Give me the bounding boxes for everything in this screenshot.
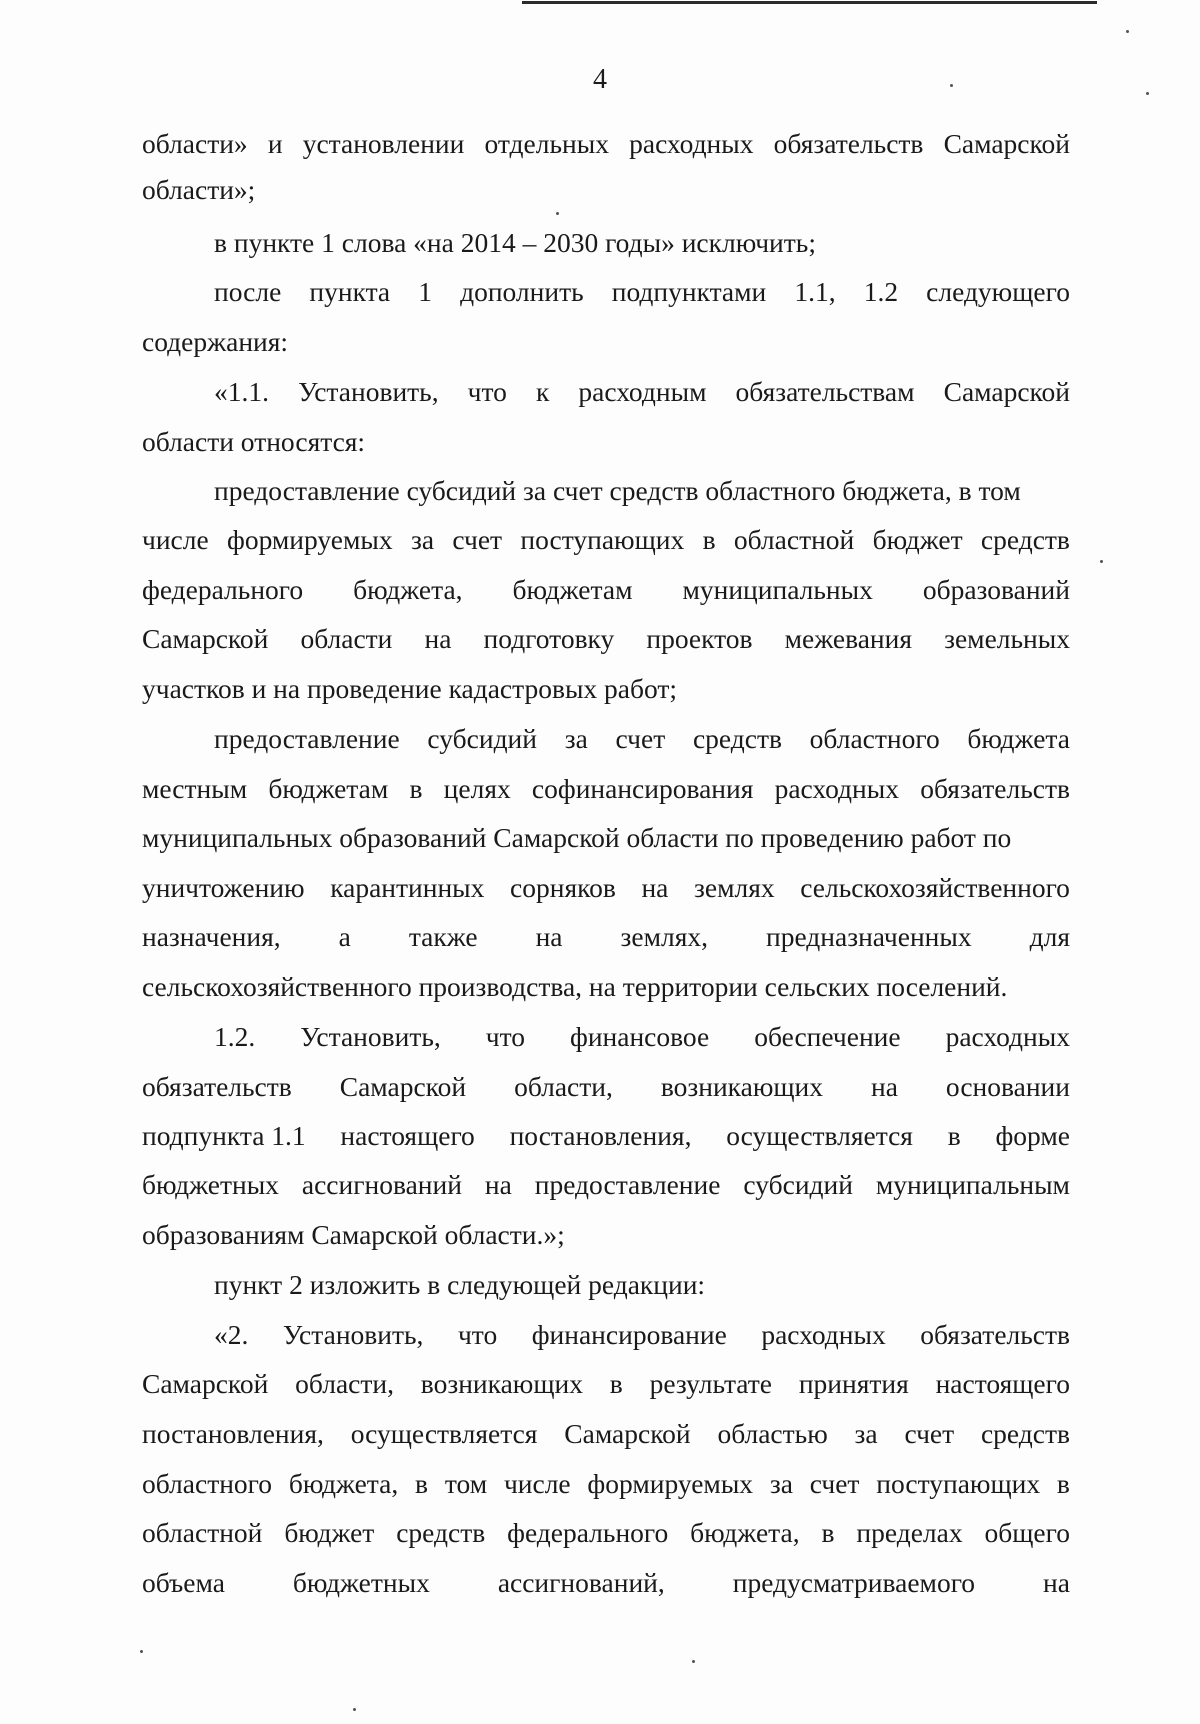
word: подпункта 1.1: [142, 1120, 306, 1151]
word: счет: [452, 524, 503, 555]
word: настоящего: [935, 1368, 1070, 1399]
word: обязательств: [773, 128, 924, 159]
text-line-l02: области»;: [142, 174, 256, 205]
word: числе: [142, 524, 209, 555]
text-line-l25: [214, 1318, 1070, 1352]
word: числе: [503, 1468, 571, 1499]
word: и: [267, 128, 283, 159]
word: поступающих: [876, 1468, 1041, 1499]
scan-speck: [1100, 560, 1103, 563]
word: средств: [980, 1418, 1070, 1449]
word: области,: [295, 1368, 394, 1399]
word: 1.1,: [794, 276, 836, 307]
text-line-l17: [142, 920, 1070, 954]
word: форме: [995, 1120, 1070, 1151]
word: субсидий: [427, 723, 537, 754]
word: бюджет: [284, 1517, 375, 1548]
word: бюджета: [967, 723, 1070, 754]
word: в: [821, 1517, 835, 1548]
text-line-l07: области относятся:: [142, 426, 366, 457]
word: следующего: [926, 276, 1070, 307]
word: расходных: [629, 128, 754, 159]
word: бюджетам: [512, 574, 633, 605]
word: осуществляется: [350, 1418, 538, 1449]
word: за: [564, 723, 588, 754]
word: настоящего: [340, 1120, 475, 1151]
word: бюджета,: [690, 1517, 800, 1548]
word: пределах: [856, 1517, 963, 1548]
scan-speck: [353, 1708, 356, 1711]
text-line-l12: участков и на проведение кадастровых работ;: [142, 673, 678, 704]
word: а: [338, 921, 351, 952]
word: в: [409, 773, 423, 804]
word: Самарской: [142, 623, 269, 654]
word: пункта: [309, 276, 391, 307]
scan-speck: [692, 1660, 695, 1663]
word: финансирование: [531, 1319, 727, 1350]
word: назначения,: [142, 921, 281, 952]
word: средств: [396, 1517, 486, 1548]
word: 1.2.: [214, 1021, 256, 1052]
text-line-l16: [142, 871, 1070, 905]
word: Установить,: [298, 376, 439, 407]
word: Самарской: [339, 1071, 467, 1102]
text-line-l15: муниципальных образований Самарской области по проведению работ по: [142, 822, 1012, 853]
word: субсидий: [743, 1169, 853, 1200]
word: отдельных: [484, 128, 609, 159]
text-line-l14: [142, 772, 1070, 806]
scan-speck: [1146, 92, 1149, 95]
text-line-l01: [142, 127, 1070, 161]
word: на: [484, 1169, 512, 1200]
word: расходным: [578, 376, 707, 407]
word: обязательств: [920, 1319, 1070, 1350]
word: обязательствам: [735, 376, 915, 407]
word: том: [444, 1468, 488, 1499]
word: финансовое: [570, 1021, 710, 1052]
word: областной: [142, 1517, 263, 1548]
word: Самарской: [943, 128, 1070, 159]
word: обязательств: [920, 773, 1070, 804]
word: в: [415, 1468, 429, 1499]
word: на: [641, 872, 669, 903]
word: постановления,: [142, 1418, 324, 1449]
word: муниципальных: [682, 574, 873, 605]
word: установлении: [302, 128, 465, 159]
word: земельных: [944, 623, 1070, 654]
word: областного: [809, 723, 940, 754]
word: сорняков: [510, 872, 616, 903]
page-number: 4: [593, 64, 607, 95]
word: Самарской: [943, 376, 1070, 407]
word: для: [1029, 921, 1070, 952]
word: областного: [142, 1468, 273, 1499]
word: результате: [649, 1368, 773, 1399]
word: на: [535, 921, 563, 952]
word: бюджетных: [142, 1169, 279, 1200]
word: расходных: [945, 1021, 1070, 1052]
text-line-l06: [214, 375, 1070, 409]
word: предоставление: [214, 723, 400, 754]
word: осуществляется: [726, 1120, 913, 1151]
word: сельскохозяйственного: [800, 872, 1070, 903]
word: принятия: [798, 1368, 909, 1399]
word: на: [1043, 1567, 1070, 1598]
text-line-l13: [214, 722, 1070, 756]
word: средств: [980, 524, 1070, 555]
text-line-l18: сельскохозяйственного производства, на территории сельских поселений.: [142, 971, 1008, 1002]
word: что: [457, 1319, 498, 1350]
word: ассигнований,: [497, 1567, 665, 1598]
word: счет: [904, 1418, 955, 1449]
word: области»: [142, 128, 248, 159]
word: расходных: [774, 773, 899, 804]
text-line-l28: [142, 1467, 1070, 1501]
word: предоставление: [534, 1169, 721, 1200]
scan-speck: [140, 1650, 143, 1653]
word: формируемых: [587, 1468, 754, 1499]
text-line-l10: [142, 573, 1070, 607]
text-line-l22: [142, 1168, 1070, 1202]
text-line-l11: [142, 622, 1070, 656]
word: ассигнований: [301, 1169, 462, 1200]
word: счет: [809, 1468, 860, 1499]
word: софинансирования: [531, 773, 754, 804]
text-line-l08: предоставление субсидий за счет средств областного бюджета, в том: [214, 475, 1021, 506]
word: счет: [615, 723, 666, 754]
word: «1.1.: [214, 376, 269, 407]
text-line-l30: [142, 1566, 1070, 1600]
word: карантинных: [330, 872, 485, 903]
word: за: [769, 1468, 793, 1499]
word: областью: [717, 1418, 828, 1449]
word: подготовку: [483, 623, 615, 654]
word: землях: [694, 872, 775, 903]
scan-speck: [950, 84, 953, 87]
word: в: [947, 1120, 961, 1151]
word: целях: [443, 773, 511, 804]
word: подпунктами: [611, 276, 767, 307]
text-line-l21: [142, 1119, 1070, 1153]
top-rule-line: [522, 1, 1097, 4]
word: Самарской: [142, 1368, 269, 1399]
word: бюджет: [872, 524, 963, 555]
word: возникающих: [420, 1368, 583, 1399]
word: объема: [142, 1567, 225, 1598]
word: Самарской: [564, 1418, 691, 1449]
scan-speck: [556, 212, 559, 215]
word: на: [424, 623, 452, 654]
text-line-l09: [142, 523, 1070, 557]
word: областной: [733, 524, 855, 555]
word: обязательств: [142, 1071, 292, 1102]
word: что: [485, 1021, 526, 1052]
word: Установить,: [282, 1319, 424, 1350]
text-line-l29: [142, 1516, 1070, 1550]
word: Установить,: [300, 1021, 441, 1052]
word: предусматриваемого: [732, 1567, 976, 1598]
word: за: [410, 524, 435, 555]
word: предназначенных: [766, 921, 972, 952]
word: за: [854, 1418, 878, 1449]
word: проектов: [646, 623, 753, 654]
word: основании: [945, 1071, 1070, 1102]
word: постановления,: [509, 1120, 692, 1151]
word: поступающих: [520, 524, 685, 555]
text-line-l04: [214, 275, 1070, 309]
word: обеспечение: [754, 1021, 901, 1052]
word: что: [467, 376, 507, 407]
word: федерального: [507, 1517, 669, 1548]
word: 1.2: [863, 276, 899, 307]
word: образований: [922, 574, 1070, 605]
text-line-l23: образованиям Самарской области.»;: [142, 1219, 565, 1250]
word: на: [871, 1071, 898, 1102]
word: землях,: [620, 921, 708, 952]
word: возникающих: [660, 1071, 824, 1102]
text-line-l27: [142, 1417, 1070, 1451]
word: области,: [514, 1071, 613, 1102]
word: к: [535, 376, 550, 407]
text-line-l24: пункт 2 изложить в следующей редакции:: [214, 1269, 706, 1300]
word: уничтожению: [142, 872, 305, 903]
word: «2.: [214, 1319, 249, 1350]
word: в: [702, 524, 716, 555]
scan-speck: [1126, 30, 1129, 33]
word: формируемых: [227, 524, 393, 555]
text-line-l26: [142, 1367, 1070, 1401]
word: бюджета,: [353, 574, 463, 605]
word: бюджетных: [292, 1567, 430, 1598]
text-line-l05: содержания:: [142, 326, 289, 357]
word: общего: [984, 1517, 1070, 1548]
word: федерального: [142, 574, 304, 605]
text-line-l20: [142, 1070, 1070, 1104]
word: в: [1056, 1468, 1070, 1499]
word: расходных: [761, 1319, 886, 1350]
word: также: [408, 921, 478, 952]
word: после: [214, 276, 282, 307]
word: 1: [418, 276, 432, 307]
word: межевания: [784, 623, 912, 654]
word: бюджетам: [268, 773, 389, 804]
text-line-l19: [214, 1020, 1070, 1054]
word: бюджета,: [288, 1468, 399, 1499]
word: муниципальным: [875, 1169, 1070, 1200]
word: средств: [692, 723, 782, 754]
word: в: [609, 1368, 623, 1399]
text-line-l03: в пункте 1 слова «на 2014 – 2030 годы» исключить;: [214, 227, 816, 258]
word: дополнить: [460, 276, 584, 307]
word: области: [300, 623, 393, 654]
word: местным: [142, 773, 248, 804]
